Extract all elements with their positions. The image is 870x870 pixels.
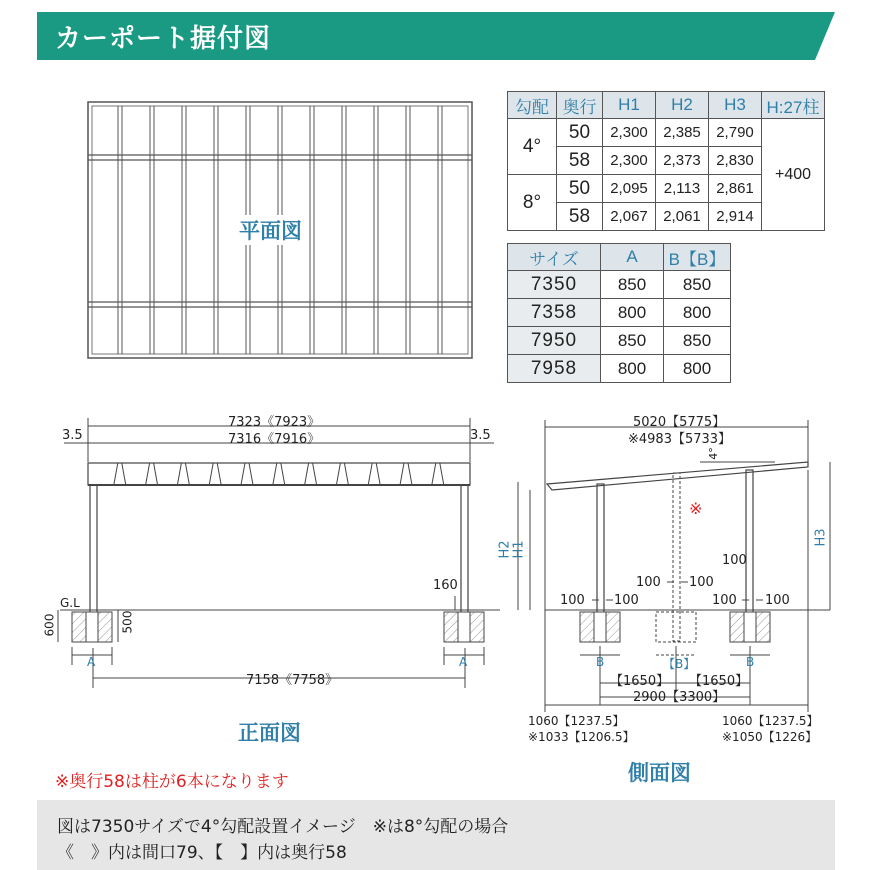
dim-600: 600 bbox=[42, 613, 57, 637]
dim-b-mid: 【B】 bbox=[663, 657, 696, 671]
h3-cell: 2,914 bbox=[709, 203, 762, 231]
h1-label: H1 bbox=[511, 540, 527, 559]
dim-b-left: B bbox=[596, 655, 605, 669]
h3-cell: 2,790 bbox=[709, 119, 762, 147]
h2-label: H2 bbox=[497, 540, 513, 559]
a-cell: 850 bbox=[601, 271, 664, 299]
b-cell: 850 bbox=[664, 327, 731, 355]
left-post-offset-left: 100 bbox=[560, 593, 585, 608]
size-cell: 7350 bbox=[508, 271, 601, 299]
front-rib bbox=[146, 463, 158, 485]
size-cell: 7358 bbox=[508, 299, 601, 327]
front-rib bbox=[177, 463, 189, 485]
header-depth: 奥行 bbox=[557, 92, 603, 119]
size-cell: 7958 bbox=[508, 355, 601, 383]
center-offset-right: 100 bbox=[689, 575, 714, 590]
header-h2: H2 bbox=[656, 92, 709, 119]
h1-cell: 2,067 bbox=[603, 203, 656, 231]
depth-cell: 58 bbox=[557, 203, 603, 231]
header-angle: 勾配 bbox=[508, 92, 557, 119]
table-row bbox=[508, 271, 731, 299]
a-cell: 800 bbox=[601, 355, 664, 383]
front-rib bbox=[336, 463, 348, 485]
banner-title: カーポート据付図 bbox=[55, 24, 272, 54]
slope-angle: 4° bbox=[706, 447, 720, 460]
header-h1: H1 bbox=[603, 92, 656, 119]
dim-1650-right: 【1650】 bbox=[689, 674, 749, 689]
front-rib bbox=[368, 463, 380, 485]
b-cell: 800 bbox=[664, 299, 731, 327]
footer-line1: 図は7350サイズで4°勾配設置イメージ ※は8°勾配の場合 bbox=[57, 817, 509, 837]
front-view-label: 正面図 bbox=[238, 721, 301, 745]
b-cell: 800 bbox=[664, 355, 731, 383]
size-table-header bbox=[508, 244, 731, 271]
footer-line2: 《 》内は間口79、【 】内は奥行58 bbox=[57, 843, 347, 863]
h2-cell: 2,385 bbox=[656, 119, 709, 147]
front-view bbox=[58, 418, 530, 688]
header-h27: H:27柱 bbox=[762, 92, 825, 119]
depth-cell: 50 bbox=[557, 119, 603, 147]
h2-cell: 2,373 bbox=[656, 147, 709, 175]
table-row bbox=[508, 299, 731, 327]
header-h3: H3 bbox=[709, 92, 762, 119]
side-left-dim2: ※1033【1206.5】 bbox=[528, 730, 635, 744]
header-b: B【B】 bbox=[664, 244, 731, 271]
header-size: サイズ bbox=[508, 244, 601, 271]
h2-cell: 2,113 bbox=[656, 175, 709, 203]
front-offset-left: 3.5 bbox=[62, 428, 83, 443]
front-dim-total: 7323《7923》 bbox=[228, 415, 321, 430]
dim-a-left: A bbox=[87, 655, 96, 669]
dim-2900: 2900【3300】 bbox=[633, 690, 726, 705]
front-span: 7158《7758》 bbox=[246, 673, 339, 688]
dim-1650-left: 【1650】 bbox=[610, 674, 670, 689]
angle-4: 4° bbox=[508, 119, 557, 175]
h3-cell: 2,830 bbox=[709, 147, 762, 175]
header-a: A bbox=[601, 244, 664, 271]
side-dim-top2: ※4983【5733】 bbox=[628, 432, 732, 447]
front-rib bbox=[209, 463, 221, 485]
front-rib bbox=[241, 463, 253, 485]
table-row bbox=[508, 119, 825, 147]
footer-notes bbox=[37, 800, 835, 870]
b-cell: 850 bbox=[664, 271, 731, 299]
front-rib bbox=[273, 463, 285, 485]
h1-cell: 2,300 bbox=[603, 119, 656, 147]
front-dim-inner: 7316《7916》 bbox=[228, 432, 321, 447]
table-row bbox=[508, 355, 731, 383]
dim-100-upper: 100 bbox=[722, 553, 747, 568]
h1-cell: 2,300 bbox=[603, 147, 656, 175]
dim-b-right: B bbox=[746, 655, 755, 669]
dim-500: 500 bbox=[120, 610, 135, 634]
slope8-mark: ※ bbox=[689, 499, 703, 518]
front-offset-right: 3.5 bbox=[470, 428, 491, 443]
angle-table-header bbox=[508, 92, 825, 119]
right-post-offset-right: 100 bbox=[765, 593, 790, 608]
ground-level-label: G.L bbox=[60, 596, 80, 610]
depth58-note: ※奥行58は柱が6本になります bbox=[55, 772, 289, 792]
h3-cell: 2,861 bbox=[709, 175, 762, 203]
center-offset-left: 100 bbox=[636, 575, 661, 590]
side-right-dim1: 1060【1237.5】 bbox=[722, 714, 819, 728]
front-rib bbox=[114, 463, 126, 485]
side-left-dim1: 1060【1237.5】 bbox=[528, 714, 625, 728]
right-post-offset-left: 100 bbox=[712, 593, 737, 608]
a-cell: 850 bbox=[601, 327, 664, 355]
depth-cell: 58 bbox=[557, 147, 603, 175]
side-right-dim2: ※1050【1226】 bbox=[722, 730, 818, 744]
front-rib bbox=[400, 463, 412, 485]
h2-cell: 2,061 bbox=[656, 203, 709, 231]
depth-cell: 50 bbox=[557, 175, 603, 203]
side-dim-top: 5020【5775】 bbox=[633, 415, 726, 430]
front-rib bbox=[305, 463, 317, 485]
size-cell: 7950 bbox=[508, 327, 601, 355]
h27-value: +400 bbox=[762, 119, 825, 231]
plan-view-label: 平面図 bbox=[237, 215, 304, 245]
side-view-label: 側面図 bbox=[628, 761, 691, 785]
size-table bbox=[507, 243, 731, 383]
left-post-offset-right: 100 bbox=[614, 593, 639, 608]
table-row bbox=[508, 327, 731, 355]
dim-a-right: A bbox=[459, 655, 468, 669]
angle-8: 8° bbox=[508, 175, 557, 231]
dim-160: 160 bbox=[433, 578, 458, 593]
front-rib bbox=[432, 463, 444, 485]
h3-label: H3 bbox=[813, 528, 829, 547]
h1-cell: 2,095 bbox=[603, 175, 656, 203]
angle-height-table bbox=[507, 91, 825, 231]
a-cell: 800 bbox=[601, 299, 664, 327]
